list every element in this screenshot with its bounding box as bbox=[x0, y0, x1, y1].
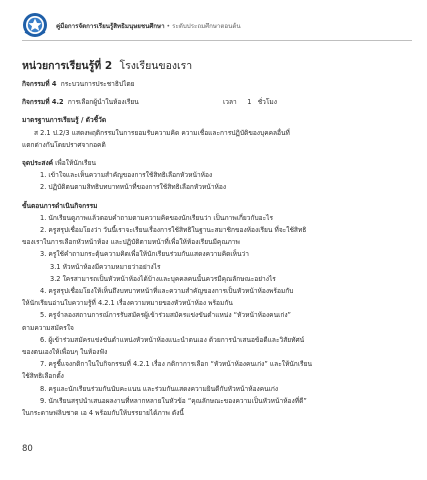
procedure-step-continued: ของตนเองให้เพื่อนๆ ในห้องฟัง bbox=[22, 348, 108, 357]
objectives-label: จุดประสงค์ bbox=[22, 159, 54, 168]
procedure-step: 6. ผู้เข้าร่วมสมัครแข่งขันตำแหน่งหัวหน้าห้องแนะนำตนเอง ด้วยการนำเสนอข้อดีและวิสัยทัศน์ bbox=[40, 335, 305, 344]
procedure-step: 3. ครูใช้คำถามกระตุ้นความคิดเพื่อให้นักเรียนร่วมกันแสดงความคิดเห็นว่า bbox=[40, 250, 249, 259]
procedure-heading: ขั้นตอนการดำเนินกิจกรรม bbox=[22, 201, 98, 210]
procedure-step: 7. ครูชี้แจงกติกาในใบกิจกรรมที่ 4.2.1 เรื่อง กติกาการเลือก “หัวหน้าห้องคนเก่ง” และให้นักเรียน bbox=[40, 360, 312, 369]
standards-heading: มาตรฐานการเรียนรู้ / ตัวชี้วัด bbox=[22, 116, 107, 125]
handbook-title: คู่มือการจัดการเรียนรู้สิทธิมนุษยชนศึกษา bbox=[56, 23, 165, 30]
unit-label: หน่วยการเรียนรู้ที่ 2 bbox=[22, 60, 113, 72]
procedure-step-continued: ในกระดาษฟลิบชาด เอ 4 พร้อมกับให้บรรยายได้ภาพ ดังนี้ bbox=[22, 409, 184, 418]
page-number: 80 bbox=[22, 444, 33, 454]
procedure-step: 5. ครูจำลองสถานการณ์การรับสมัครผู้เข้าร่วมสมัครแข่งขันตำแหน่ง “หัวหน้าห้องคนเก่ง” bbox=[40, 311, 291, 320]
duration-unit: ชั่วโมง bbox=[257, 98, 277, 107]
duration bbox=[223, 96, 277, 108]
duration-value: 1 bbox=[247, 98, 252, 107]
procedure-step-continued: ให้นักเรียนอ่านใบความรู้ที่ 4.2.1 เรื่องความหมายของหัวหน้าห้อง พร้อมกัน bbox=[22, 299, 233, 308]
document-body bbox=[22, 58, 414, 419]
objective-item: 1. เข้าใจและเห็นความสำคัญของการใช้สิทธิเลือกหัวหน้าห้อง bbox=[40, 171, 213, 180]
sub-activity-text: การเลือกผู้นำในห้องเรียน bbox=[67, 98, 139, 107]
organization-logo-icon bbox=[22, 12, 48, 38]
standards-text-continued: แตกต่างกันโดยปราศจากอคติ bbox=[22, 140, 106, 149]
procedure-substep: 3.1 หัวหน้าห้องมีความหมายว่าอย่างไร bbox=[50, 262, 161, 271]
standards-text: ส 2.1 ป.2/3 แสดงพฤติกรรมในการยอมรับความคิด ความเชื่อและการปฏิบัติของบุคคลอื่นที่ bbox=[34, 128, 290, 137]
procedure-step-continued: ของเราในการเลือกหัวหน้าห้อง และปฏิบัติตามหน้าที่เพื่อให้ห้องเรียนมีคุณภาพ bbox=[22, 238, 240, 247]
procedure-step: 4. ครูสรุปเชื่อมโยงให้เห็นถึงบทบาทหน้าที่และความสำคัญของการเป็นหัวหน้าห้องพร้อมกับ bbox=[40, 287, 294, 296]
sub-activity-label: กิจกรรมที่ 4.2 bbox=[22, 98, 64, 107]
procedure-step: 2. ครูสรุปเชื่อมโยงว่า วันนี้เราจะเรียนเรื่องการใช้สิทธิในฐานะสมาชิกของห้องเรียน ที่จะใช้สิทธิ bbox=[40, 226, 307, 235]
activity-line bbox=[22, 78, 414, 90]
sub-activity-line bbox=[22, 96, 414, 108]
procedure-step-continued: ตามความสมัครใจ bbox=[22, 323, 74, 332]
procedure-step-continued: ใช้สิทธิเลือกตั้ง bbox=[22, 372, 64, 381]
duration-label: เวลา bbox=[223, 98, 237, 107]
page-header bbox=[22, 12, 412, 42]
objectives-intro: เพื่อให้นักเรียน bbox=[53, 159, 96, 168]
procedure-substep: 3.2 ใครสามารถเป็นหัวหน้าห้องได้บ้างและบุคคลคนนั้นควรมีคุณลักษณะอย่างไร bbox=[50, 274, 276, 283]
handbook-level: • ระดับประถมศึกษาตอนต้น bbox=[164, 23, 241, 30]
unit-name: โรงเรียนของเรา bbox=[119, 60, 193, 72]
unit-title bbox=[22, 58, 414, 74]
objective-item: 2. ปฏิบัติตนตามสิทธิบทบาทหน้าที่ของการใช้สิทธิเลือกหัวหน้าห้อง bbox=[40, 183, 227, 192]
procedure-step: 8. ครูและนักเรียนร่วมกันนับคะแนน และร่วมกันแสดงความยินดีกับหัวหน้าห้องคนเก่ง bbox=[40, 384, 279, 393]
header-title bbox=[56, 21, 241, 31]
activity-label: กิจกรรมที่ 4 bbox=[22, 80, 57, 88]
header-divider bbox=[22, 40, 412, 41]
objectives-heading bbox=[22, 157, 414, 169]
activity-text: กระบวนการประชาธิปไตย bbox=[60, 80, 135, 88]
procedure-step: 1. นักเรียนดูภาพแล้วตอบคำถามตามความคิดของนักเรียนว่า เป็นภาพเกี่ยวกับอะไร bbox=[40, 213, 274, 222]
procedure-step: 9. นักเรียนสรุปนำเสนอผลงานที่หลากหลายในหัวข้อ “คุณลักษณะของความเป็นหัวหน้าห้องที่ดี” bbox=[40, 396, 307, 405]
